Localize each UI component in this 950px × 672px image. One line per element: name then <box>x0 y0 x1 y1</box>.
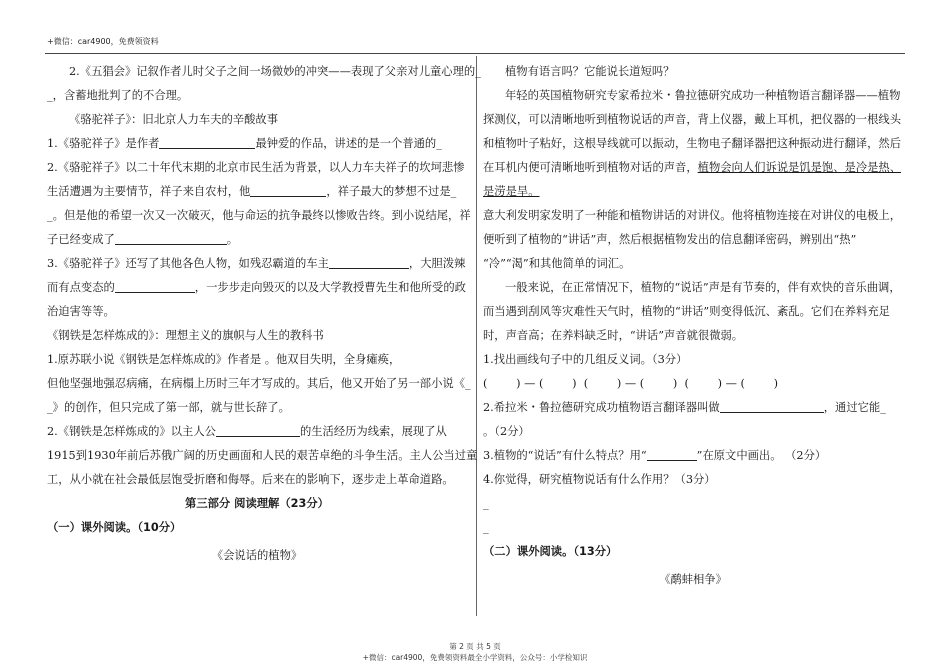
text-line: 植物有语言吗？它能说长道短吗？ <box>505 65 675 78</box>
text-line: _。但是他的希望一次又一次破灭，他与命运的抗争最终以惨败告终。到小说结尾，祥 <box>47 209 471 222</box>
underlined-sentence: 植物会向人们诉说是饥是饱、是冷是热、 <box>697 161 902 174</box>
text-line: 2.《钢铁是怎样炼成的》以主人公 的生活经历为线索，展现了从 <box>47 420 467 444</box>
text-line: 而有点变态的 ，一步步走向毁灭的以及大学教授曹先生和他所受的政 <box>47 276 467 300</box>
text-line: 1.原苏联小说《钢铁是怎样炼成的》作者是 。他双目失明，全身瘫痪， <box>47 353 401 366</box>
question-3: 3.植物的“说话”有什么特点？用“ ”在原文中画出。 （2分） <box>483 444 903 468</box>
text-line: 生活遭遇为主要情节，祥子来自农村，他 ，祥子最大的梦想不过是_ <box>47 180 467 204</box>
header-rule <box>45 53 905 54</box>
text-line: 但他坚强地强忍病痛，在病榻上历时三年才写成的。其后，他又开始了另一部小说《_ <box>47 377 471 390</box>
text-line: 1.《骆驼祥子》是作者 最钟爱的作品，讲述的是一个普通的_ <box>47 132 467 156</box>
article-title: 《鹬蚌相争》 <box>659 573 727 586</box>
answer-blank[interactable] <box>720 398 824 413</box>
right-column <box>483 60 903 592</box>
answer-line[interactable]: _ <box>483 521 489 534</box>
left-column <box>47 60 481 568</box>
text-line: 《钢铁是怎样炼成的》：理想主义的旗帜与人生的教科书 <box>47 329 324 342</box>
answer-blank[interactable] <box>216 422 300 437</box>
text-line: 意大利发明家发明了一种能和植物讲话的对讲仪。他将植物连接在对讲仪的电极上， <box>483 209 901 222</box>
text-line: 时，声音高；在养料缺乏时，“讲话”声音就很微弱。 <box>483 329 744 342</box>
question-2: 2.希拉米・鲁拉德研究成功植物语言翻译器叫做 ，通过它能_ <box>483 396 903 420</box>
text-line: 。（2分） <box>483 425 530 438</box>
text-line: _，含蓄地批判了的不合理。 <box>47 89 189 102</box>
answer-blank[interactable] <box>329 254 409 269</box>
question-4: 4.你觉得，研究植物说话有什么作用？（3分） <box>483 473 716 486</box>
text-line: 子已经变成了 。 <box>47 228 467 252</box>
answer-blank[interactable] <box>647 446 697 461</box>
text-line: 《骆驼祥子》：旧北京人力车夫的辛酸故事 <box>69 113 278 126</box>
section-heading: 第三部分 阅读理解（23分） <box>185 497 329 510</box>
subsection-heading: （一）课外阅读。（10分） <box>47 521 182 534</box>
subsection-heading: （二）课外阅读。（13分） <box>483 545 618 558</box>
text-line: _》的创作，但只完成了第一部，就与世长辞了。 <box>47 401 290 414</box>
article-title: 《会说话的植物》 <box>211 549 303 562</box>
text-line: 探测仪，可以清晰地听到植物说话的声音，背上仪器，戴上耳机，把仪器的一根线头 <box>483 113 901 126</box>
antonym-pairs[interactable]: ( ) — ( ) ( ) — ( ) ( ) — ( ) <box>483 377 779 390</box>
text-line: 1915到1930年前后苏俄广阔的历史画面和人民的艰苦卓绝的斗争生活。主人公当过童 <box>47 449 478 462</box>
answer-blank[interactable] <box>159 134 255 149</box>
text-line: 年轻的英国植物研究专家希拉米・鲁拉德研究成功一种植物语言翻译器——植物 <box>505 89 901 102</box>
text-line: 2.《五猖会》记叙作者儿时父子之间一场微妙的冲突——表现了父亲对儿童心理的_ <box>69 65 481 78</box>
header-watermark: +微信：car4900，免费领资料 <box>47 37 159 46</box>
text-line: 工，从小就在社会最低层饱受折磨和侮辱。后来在的影响下，逐步走上革命道路。 <box>47 473 454 486</box>
answer-blank[interactable] <box>115 278 195 293</box>
text-line: 便听到了植物的“讲话”声，然后根据植物发出的信息翻译密码，辨别出“热” <box>483 233 857 246</box>
text-line: 在耳机内便可清晰地听到植物对话的声音，植物会向人们诉说是饥是饱、是冷是热、 <box>483 161 902 174</box>
answer-line[interactable]: _ <box>483 497 489 510</box>
text-line: 治迫害等等。 <box>47 305 115 318</box>
text-line: 2.《骆驼祥子》以二十年代末期的北京市民生活为背景，以人力车夫祥子的坎坷悲惨 <box>47 161 465 174</box>
text-line: “冷”“渴”和其他简单的词汇。 <box>483 257 631 270</box>
footer-note: +微信：car4900，免费领资料最全小学资料，公众号：小学检知识 <box>362 653 588 662</box>
answer-blank[interactable] <box>115 230 227 245</box>
text-line: 而当遇到刮风等灾难性天气时，植物的“讲话”则变得低沉、紊乱。它们在养料充足 <box>483 305 890 318</box>
page-number: 第 2 页 共 5 页 <box>449 642 501 651</box>
column-divider <box>476 56 477 616</box>
answer-blank[interactable] <box>250 182 326 197</box>
text-line: 3.《骆驼祥子》还写了其他各色人物，如残忍霸道的车主 ，大胆泼辣 <box>47 252 467 276</box>
text-line: 和植物叶子粘好，这根导线就可以振动，生物电子翻译器把这种振动进行翻译，然后 <box>483 137 901 150</box>
text-line: 一般来说，在正常情况下，植物的“说话”声是有节奏的，伴有欢快的音乐曲调， <box>505 281 901 294</box>
question-1: 1.找出画线句子中的几组反义词。（3分） <box>483 353 688 366</box>
underlined-sentence: 是涝是旱。 <box>483 185 540 198</box>
